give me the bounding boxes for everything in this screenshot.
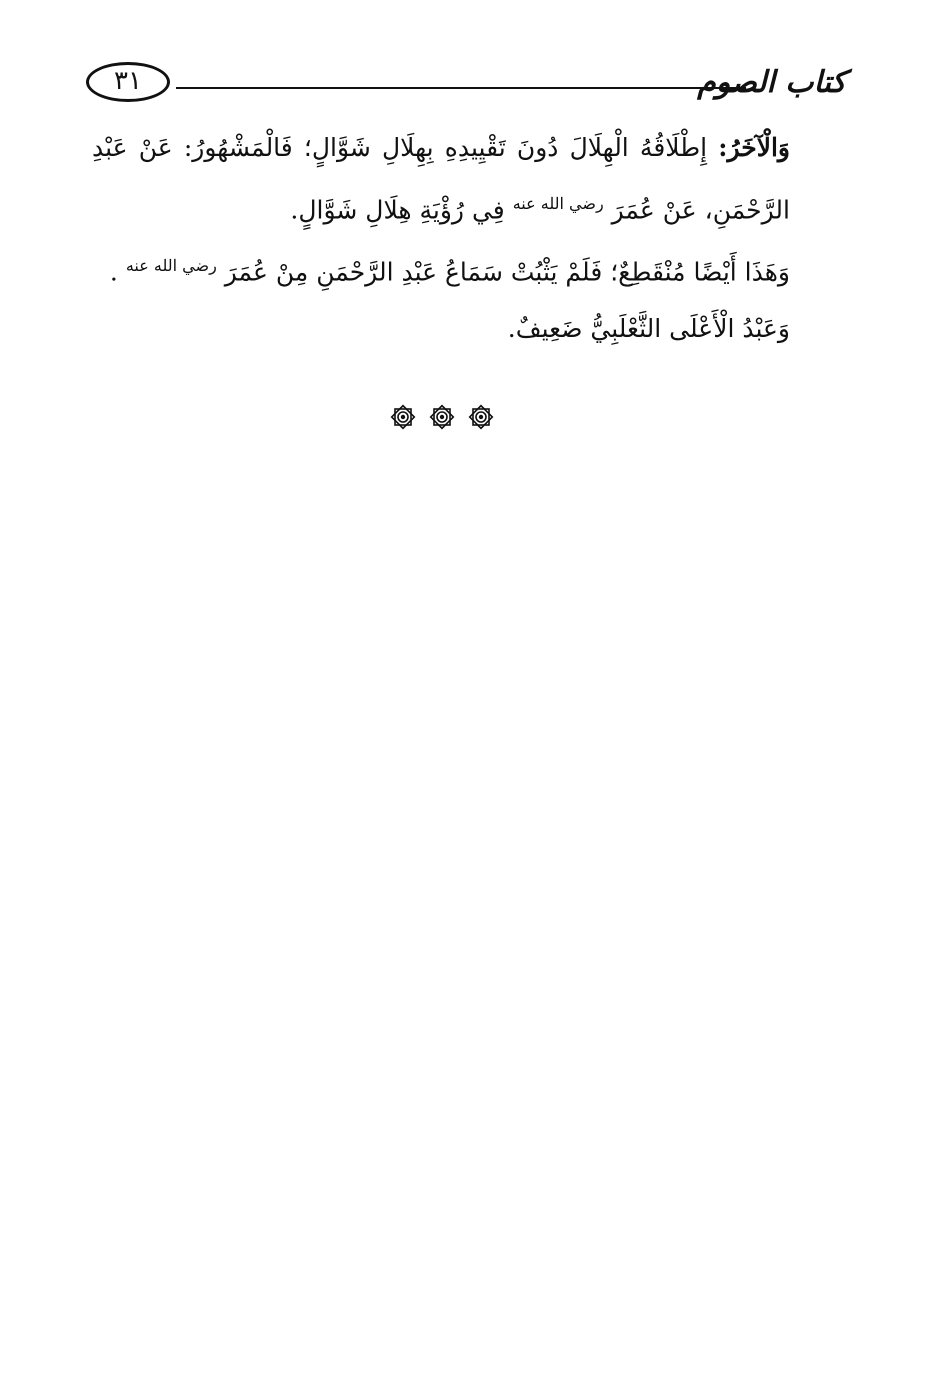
flower-ornament-icon [388, 402, 418, 432]
paragraph-1 [92, 120, 834, 238]
header-divider [176, 87, 746, 89]
paragraph-text: وَعَبْدُ الْأَعْلَى الثَّعْلَبِيُّ ضَعِيفٌ. [507, 313, 790, 343]
paragraph-text: إِطْلَاقُهُ الْهِلَالَ دُونَ تَقْيِيدِهِ بِهِلَالِ شَوَّالٍ؛ فَالْمَشْهُورُ: عَنْ عَبْدِ الرَّحْمَنِ، عَنْ عُمَرَ [92, 133, 790, 225]
paragraph-lead-word: وَالْآخَرُ: [718, 133, 790, 162]
running-head: كتاب الصوم [697, 65, 846, 100]
paragraph-text-tail: . [109, 257, 118, 287]
flower-ornament-icon [466, 402, 496, 432]
paragraph-text-tail: فِي رُؤْيَةِ هِلَالِ شَوَّالٍ. [290, 195, 505, 225]
page-header [86, 58, 846, 108]
paragraph-3 [92, 301, 834, 357]
paragraph-2 [92, 238, 834, 300]
flower-ornament-icon [427, 402, 457, 432]
body-text [92, 120, 834, 357]
page-number: ٣١ [86, 62, 170, 102]
honorific-ligature: رضي الله عنه [125, 256, 217, 276]
paragraph-text: وَهَذَا أَيْضًا مُنْقَطِعٌ؛ فَلَمْ يَثْبُتْ سَمَاعُ عَبْدِ الرَّحْمَنِ مِنْ عُمَرَ [224, 257, 790, 287]
section-end-ornaments [388, 400, 496, 434]
honorific-ligature: رضي الله عنه [512, 194, 604, 213]
